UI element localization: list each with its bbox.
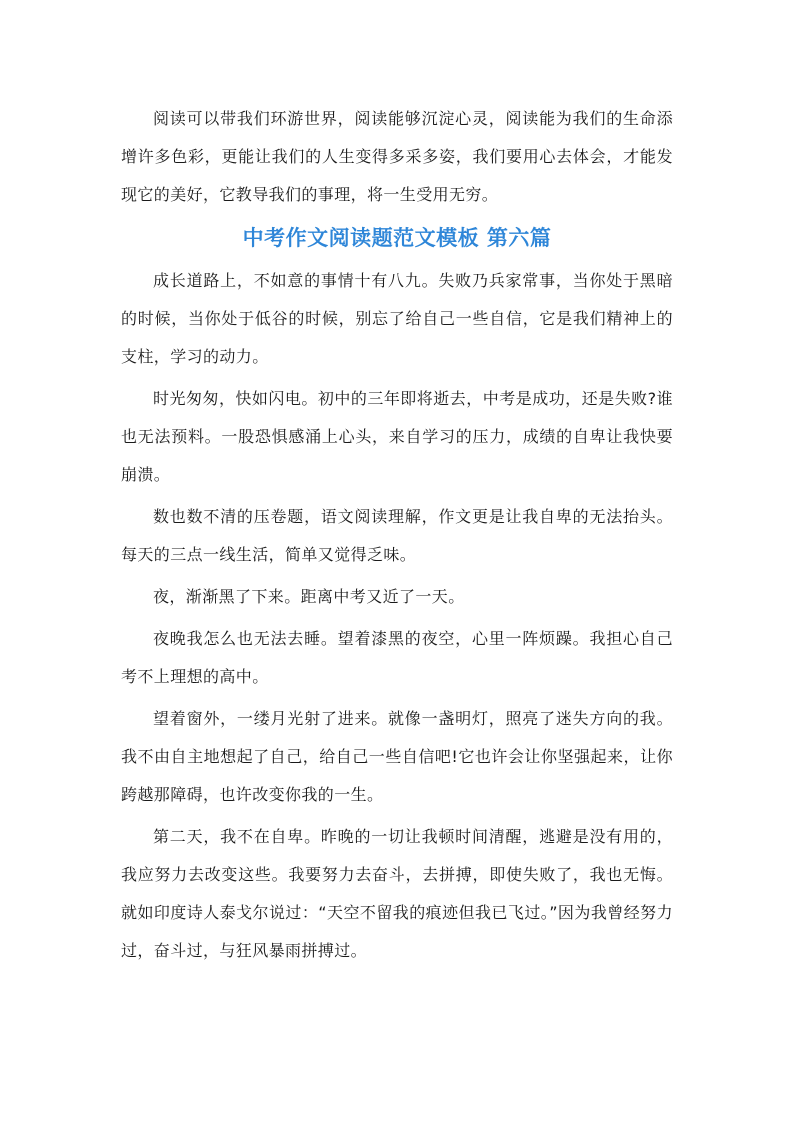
paragraph-5: 夜晚我怎么也无法去睡。望着漆黑的夜空，心里一阵烦躁。我担心自己考不上理想的高中。 <box>121 629 673 686</box>
paragraph-6: 望着窗外，一缕月光射了进来。就像一盏明灯，照亮了迷失方向的我。我不由自主地想起了自己，给自己一些自信吧!它也许会让你坚强起来，让你跨越那障碍，也许改变你我的一生。 <box>121 709 673 804</box>
paragraph-3: 数也数不清的压卷题，语文阅读理解，作文更是让我自卑的无法抬头。每天的三点一线生活，简单又觉得乏味。 <box>121 507 673 564</box>
paragraph-1: 成长道路上，不如意的事情十有八九。失败乃兵家常事，当你处于黑暗的时候，当你处于低谷的时候，别忘了给自己一些自信，它是我们精神上的支柱，学习的动力。 <box>121 271 673 366</box>
document-body <box>121 100 673 970</box>
paragraph-2: 时光匆匆，快如闪电。初中的三年即将逝去，中考是成功，还是失败?谁也无法预料。一股恐惧感涌上心头，来自学习的压力，成绩的自卑让我快要崩溃。 <box>121 389 673 484</box>
paragraph-4: 夜，渐渐黑了下来。距离中考又近了一天。 <box>153 587 465 606</box>
intro-paragraph: 阅读可以带我们环游世界，阅读能够沉淀心灵，阅读能为我们的生命添增许多色彩，更能让我们的人生变得多采多姿，我们要用心去体会，才能发现它的美好，它教导我们的事理，将一生受用无穷。 <box>121 109 673 204</box>
section-title: 中考作文阅读题范文模板 第六篇 <box>242 226 552 250</box>
paragraph-7: 第二天，我不在自卑。昨晚的一切让我顿时间清醒，逃避是没有用的，我应努力去改变这些。我要努力去奋斗，去拼搏，即使失败了，我也无悔。就如印度诗人泰戈尔说过：“天空不留我的痕迹但我已飞过。”因为我曾经努力过，奋斗过，与狂风暴雨拼搏过。 <box>121 827 673 960</box>
